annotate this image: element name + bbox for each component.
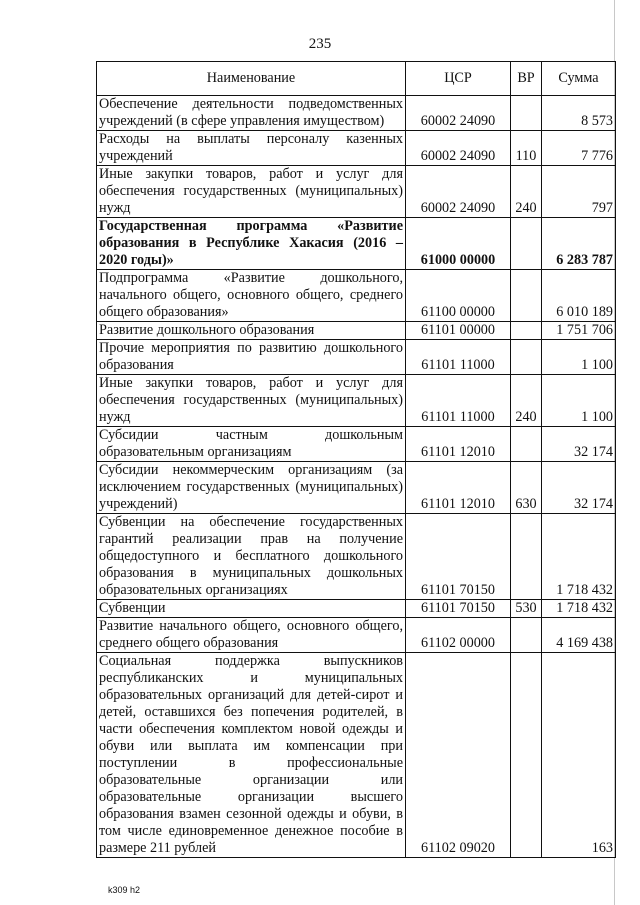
row-sum: 32 174 (542, 462, 616, 514)
row-name: Обеспечение деятельности подведомственных учреждений (в сфере управления имуществом) (97, 96, 406, 131)
header-vr: ВР (511, 62, 542, 96)
row-sum: 1 718 432 (542, 600, 616, 618)
row-sum: 1 718 432 (542, 514, 616, 600)
table-row (97, 375, 616, 427)
table-row-program (97, 218, 616, 270)
row-csr: 61000 00000 (406, 218, 511, 270)
row-csr: 60002 24090 (406, 166, 511, 218)
row-vr: 110 (511, 131, 542, 166)
row-name: Государственная программа «Развитие образования в Республике Хакасия (2016 – 2020 годы)» (97, 218, 406, 270)
row-sum: 797 (542, 166, 616, 218)
row-csr: 61101 70150 (406, 514, 511, 600)
row-name: Развитие начального общего, основного общего, среднего общего образования (97, 618, 406, 653)
row-vr (511, 340, 542, 375)
row-sum: 1 100 (542, 375, 616, 427)
row-vr (511, 427, 542, 462)
row-csr: 61101 00000 (406, 322, 511, 340)
row-name: Расходы на выплаты персоналу казенных учреждений (97, 131, 406, 166)
row-csr: 61102 00000 (406, 618, 511, 653)
row-sum: 6 010 189 (542, 270, 616, 322)
table-row (97, 514, 616, 600)
table-header-row (97, 62, 616, 96)
row-csr: 61101 12010 (406, 462, 511, 514)
row-sum: 6 283 787 (542, 218, 616, 270)
row-csr: 61101 11000 (406, 375, 511, 427)
row-sum: 32 174 (542, 427, 616, 462)
row-name: Иные закупки товаров, работ и услуг для обеспечения государственных (муниципальных) нужд (97, 166, 406, 218)
table-row (97, 96, 616, 131)
table-row (97, 131, 616, 166)
row-name: Подпрограмма «Развитие дошкольного, начального общего, основного общего, среднего общего образования» (97, 270, 406, 322)
header-sum: Сумма (542, 62, 616, 96)
row-vr: 240 (511, 166, 542, 218)
row-sum: 4 169 438 (542, 618, 616, 653)
row-csr: 60002 24090 (406, 96, 511, 131)
row-vr (511, 96, 542, 131)
row-name: Социальная поддержка выпускников республиканских и муниципальных образовательных организаций для детей-сирот и детей, оставшихся без попечения родителей, в части обеспечения комплектом новой одежды и обуви или выплата им компенсации при поступлении в профессиональные образовательные организации или образовательные организации высшего образования взамен сезонной одежды и обуви, в том числе единовременное денежное пособие в размере 211 рублей (97, 653, 406, 858)
row-name: Прочие мероприятия по развитию дошкольного образования (97, 340, 406, 375)
row-csr: 61101 12010 (406, 427, 511, 462)
row-name: Развитие дошкольного образования (97, 322, 406, 340)
table-row (97, 340, 616, 375)
row-sum: 8 573 (542, 96, 616, 131)
table-row (97, 270, 616, 322)
budget-table (96, 61, 616, 858)
row-sum: 1 100 (542, 340, 616, 375)
row-csr: 60002 24090 (406, 131, 511, 166)
row-sum: 163 (542, 653, 616, 858)
table-row (97, 322, 616, 340)
row-sum: 1 751 706 (542, 322, 616, 340)
row-name: Субвенции на обеспечение государственных гарантий реализации прав на получение общедоступного и бесплатного дошкольного образования в муниципальных дошкольных образовательных организациях (97, 514, 406, 600)
row-vr: 630 (511, 462, 542, 514)
row-csr: 61100 00000 (406, 270, 511, 322)
page-number: 235 (308, 36, 332, 52)
row-vr (511, 514, 542, 600)
table-row (97, 462, 616, 514)
row-csr: 61101 11000 (406, 340, 511, 375)
table-row (97, 600, 616, 618)
row-sum: 7 776 (542, 131, 616, 166)
row-name: Иные закупки товаров, работ и услуг для обеспечения государственных (муниципальных) нужд (97, 375, 406, 427)
row-vr (511, 653, 542, 858)
table-row (97, 427, 616, 462)
row-vr: 240 (511, 375, 542, 427)
row-csr: 61101 70150 (406, 600, 511, 618)
table-row (97, 653, 616, 858)
header-csr: ЦСР (406, 62, 511, 96)
row-name: Субсидии некоммерческим организациям (за исключением государственных (муниципальных) учреждений) (97, 462, 406, 514)
footer-code: k309 h2 (108, 885, 141, 895)
row-csr: 61102 09020 (406, 653, 511, 858)
row-vr: 530 (511, 600, 542, 618)
row-name: Субвенции (97, 600, 406, 618)
row-vr (511, 270, 542, 322)
row-name: Субсидии частным дошкольным образовательным организациям (97, 427, 406, 462)
header-name: Наименование (97, 62, 406, 96)
table-row (97, 618, 616, 653)
row-vr (511, 322, 542, 340)
row-vr (511, 218, 542, 270)
row-vr (511, 618, 542, 653)
table-row (97, 166, 616, 218)
